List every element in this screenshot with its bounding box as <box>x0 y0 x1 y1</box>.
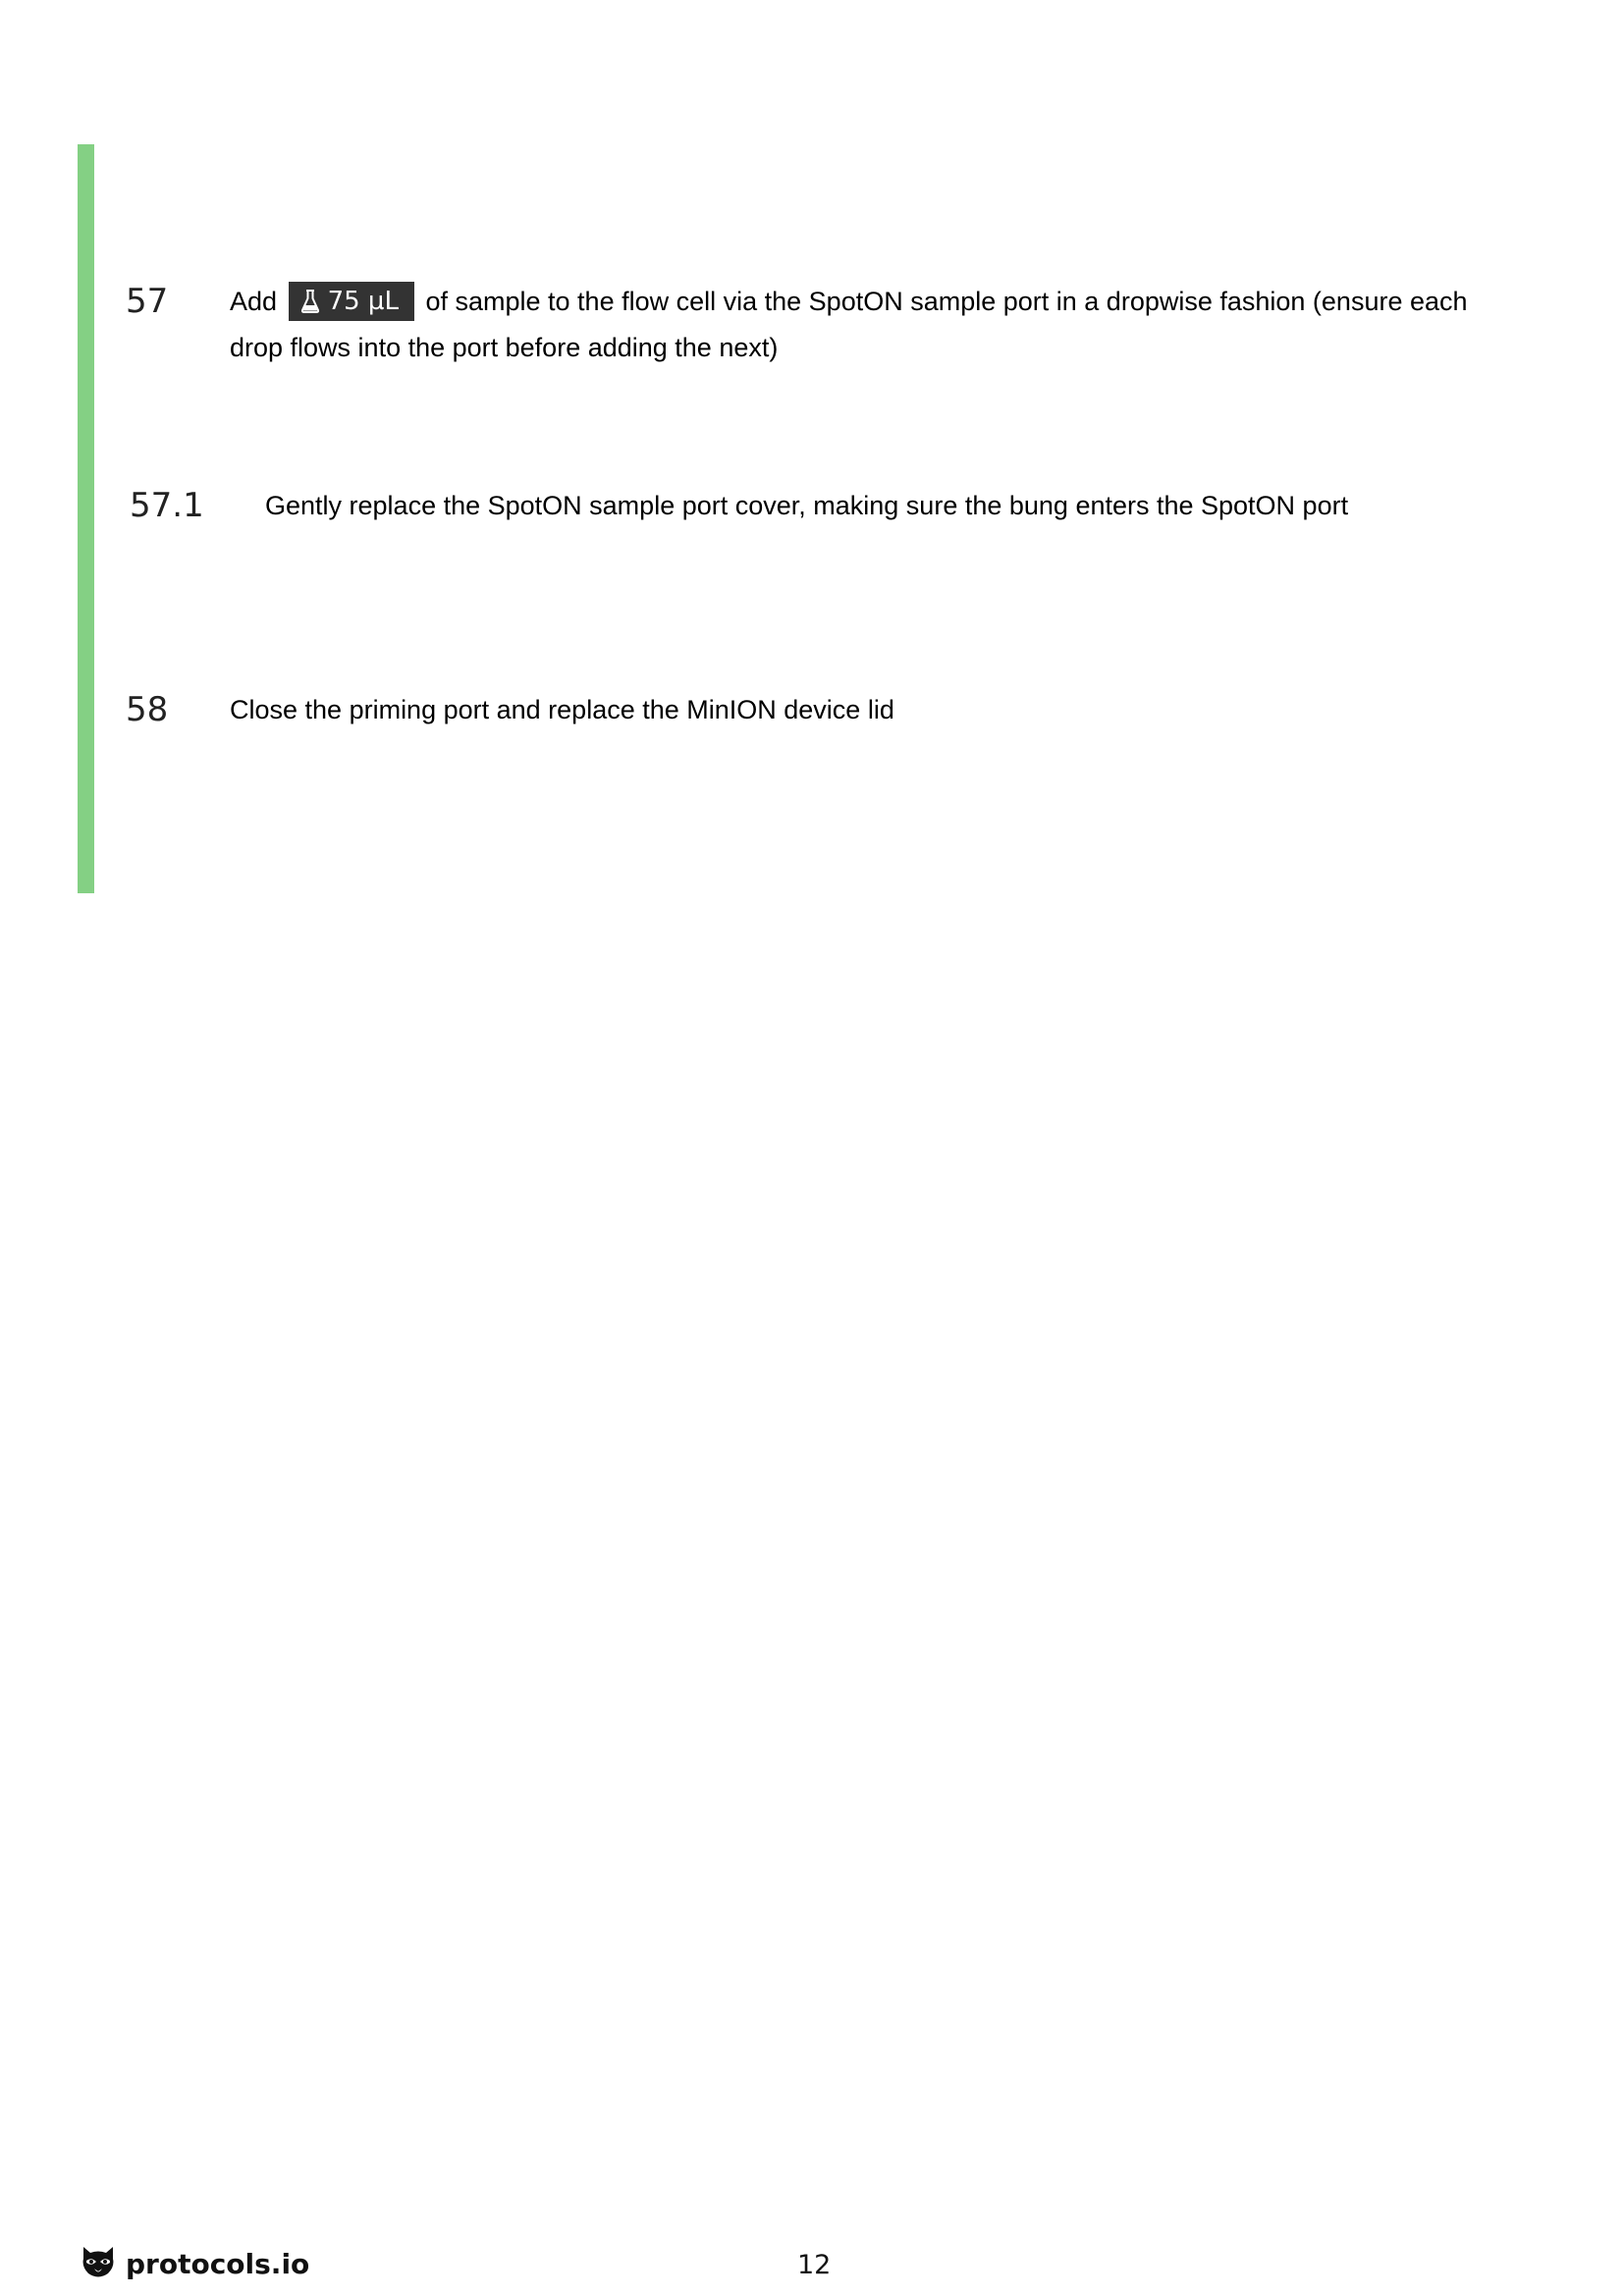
step-57-text-after: of sample to the flow cell via the SpotON sample port in a dropwise fashion (ensure each drop flows into the port before adding the next) <box>230 287 1468 362</box>
raccoon-logo-icon <box>81 2245 116 2283</box>
step-57-text-before: Add <box>230 287 278 316</box>
footer-logo <box>81 2244 309 2283</box>
step-number-57: 57 <box>126 282 169 321</box>
page-number: 12 <box>797 2250 832 2280</box>
step-text-58: Close the priming port and replace the MinION device lid <box>230 695 894 724</box>
footer-logo-text: protocols.io <box>126 2247 310 2280</box>
step-number-58: 58 <box>126 690 169 729</box>
step-text-57 <box>230 279 1496 371</box>
step-number-57-1: 57.1 <box>130 486 204 525</box>
section-bar <box>78 144 94 893</box>
amount-value: 75 µL <box>327 286 399 316</box>
step-text-57-1: Gently replace the SpotON sample port cover, making sure the bung enters the SpotON port <box>265 491 1349 520</box>
amount-badge <box>289 282 414 321</box>
flask-icon <box>300 290 320 313</box>
